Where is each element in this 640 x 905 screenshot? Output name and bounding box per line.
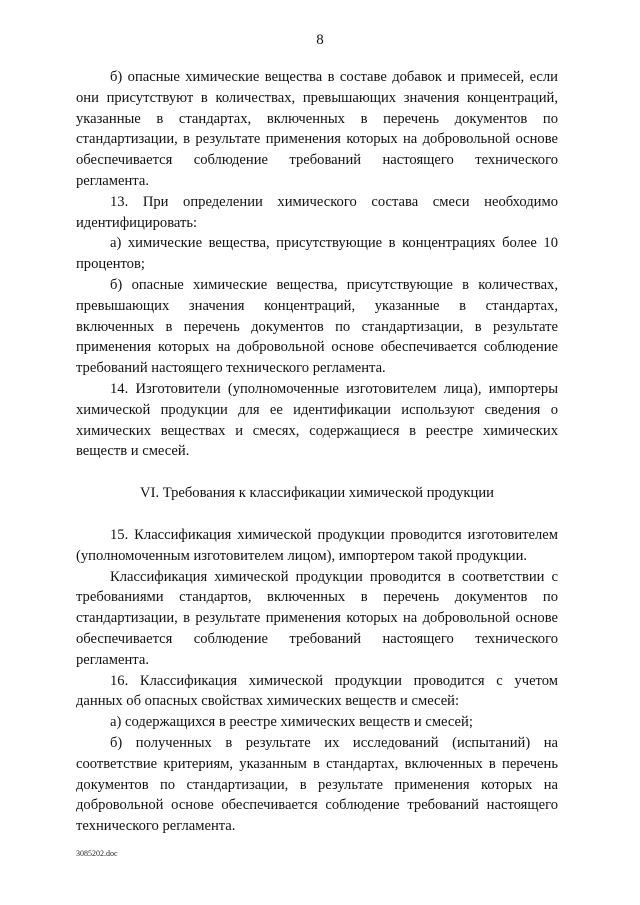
section-heading: VI. Требования к классификации химической продукции <box>140 485 494 502</box>
paragraph-12b: б) опасные химические вещества в составе добавок и примесей, если они присутствуют в количествах, превышающих значения концентраций, указанные в стандартах, включенных в перечень документов по стандартизации, в результате применения которых на добровольной основе обеспечивается соблюдение требований настоящего технического регламента. <box>76 69 558 189</box>
paragraph-16: 16. Классификация химической продукции проводится с учетом данных об опасных свойствах химических веществ и смесей: <box>76 672 558 710</box>
page-number: 8 <box>316 32 324 48</box>
paragraph-13: 13. При определении химического состава смеси необходимо идентифицировать: <box>76 193 558 231</box>
file-name-footer: 3085202.doc <box>76 849 118 858</box>
paragraph-16a: а) содержащихся в реестре химических веществ и смесей; <box>110 714 473 731</box>
paragraph-14: 14. Изготовители (уполномоченные изготовителем лица), импортеры химической продукции для ее идентификации используют сведения о химических веществах и смесях, содержащиеся в реестре химических веществ и смесей. <box>76 380 558 460</box>
paragraph-13b: б) опасные химические вещества, присутствующие в количествах, превышающих значения концентраций, указанные в стандартах, включенных в перечень документов по стандартизации, в результате применения которых на добровольной основе обеспечивается соблюдение требований настоящего технического регламента. <box>76 276 558 377</box>
paragraph-16b: б) полученных в результате их исследований (испытаний) на соответствие критериям, указанным в стандартах, включенных в перечень документов по стандартизации, в результате применения которых на добровольной основе обеспечивается соблюдение требований настоящего технического регламента. <box>76 734 558 835</box>
document-body <box>76 67 558 837</box>
paragraph-13a: а) химические вещества, присутствующие в концентрациях более 10 процентов; <box>76 235 558 273</box>
paragraph-15: 15. Классификация химической продукции проводится изготовителем (уполномоченным изготовителем лицом), импортером такой продукции. <box>76 526 558 564</box>
paragraph-15-classification: Классификация химической продукции проводится в соответствии с требованиями стандартов, включенных в перечень документов по стандартизации, в результате применения которых на добровольной основе обеспечивается соблюдение требований настоящего технического регламента. <box>76 568 558 668</box>
